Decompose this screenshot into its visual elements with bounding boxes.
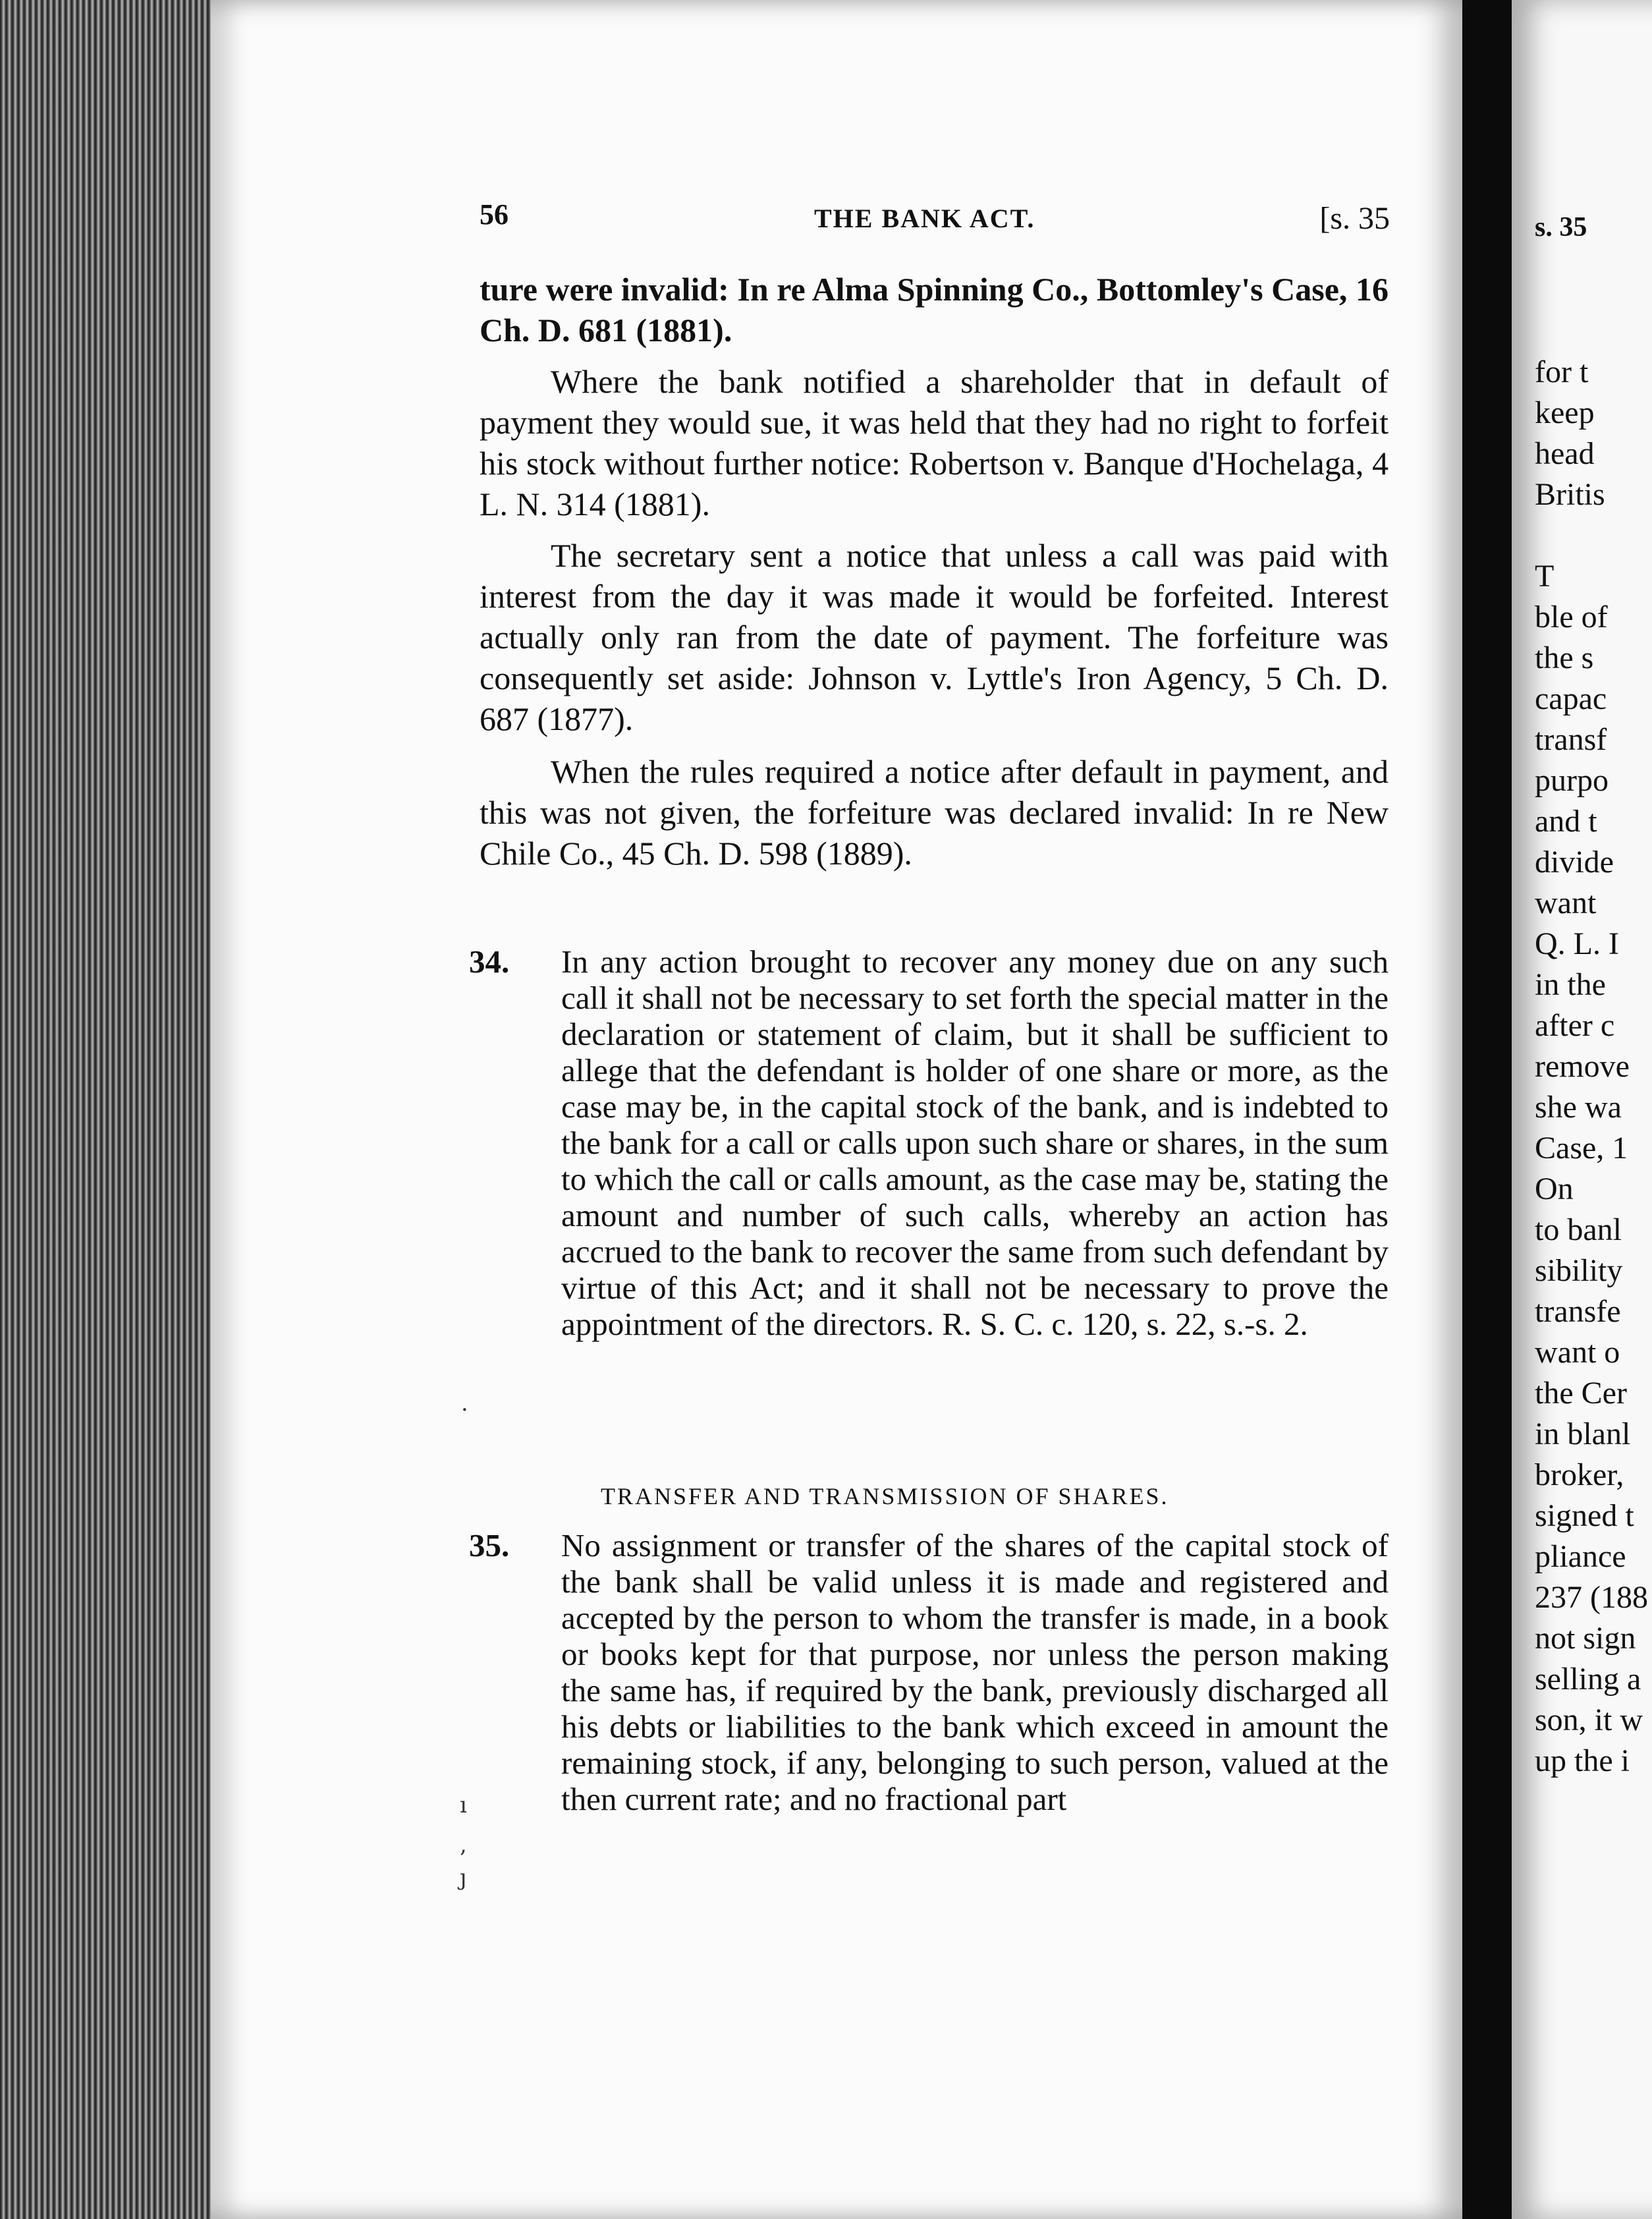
right-line: and t [1535, 804, 1597, 839]
right-line: T [1535, 559, 1555, 594]
right-page-text [1535, 311, 1652, 1782]
right-line: son, it w [1535, 1702, 1643, 1737]
right-line [1535, 515, 1652, 556]
margin-mark: ȷ [460, 1865, 467, 1891]
right-line: the s [1535, 640, 1594, 675]
right-line: the Cer [1535, 1376, 1627, 1411]
book-page-edges [0, 0, 217, 2219]
right-line: pliance [1535, 1539, 1626, 1574]
right-page-header [1535, 206, 1652, 248]
right-line: not sign [1535, 1621, 1636, 1656]
margin-mark: · [461, 1397, 468, 1423]
section-35 [469, 1527, 1389, 1817]
right-line: selling a [1535, 1662, 1641, 1697]
section-text: In any action brought to recover any money due on any such call it shall not be necessary to set forth the special matter in the declaration or statement of claim, but it shall be sufficient to allege that the defendant is holder of one share or more, as the case may be, in the capital stock of the bank, and is indebted to the bank for a call or calls upon such share or shares, in the sum to which the call or calls amount, as the case may be, stating the amount and number of such calls, whereby an action has accrued to the bank to recover the same from such defendant by virtue of this Act; and it shall not be necessary to prove the appointment of the directors. R. S. C. c. 120, s. 22, s.-s. 2. [561, 943, 1389, 1342]
right-line: purpo [1535, 763, 1609, 798]
right-line: she wa [1535, 1090, 1622, 1125]
right-line: sibility [1535, 1253, 1623, 1288]
section-number: 35. [469, 1527, 510, 1563]
right-line: want [1535, 885, 1597, 920]
subheading: TRANSFER AND TRANSMISSION OF SHARES. [601, 1483, 1169, 1509]
section-34 [469, 943, 1389, 1342]
right-line: broker, [1535, 1457, 1624, 1492]
right-line: to banl [1535, 1212, 1622, 1247]
section-number: 34. [469, 943, 510, 980]
right-line: remove [1535, 1049, 1630, 1084]
paragraph-robertson: Where the bank notified a shareholder that in default of payment they would sue, it was held that they had no right to forfeit his stock without further notice: Robertson v. Banque d'Hochelaga, 4 L. N. 314 (1881). [480, 363, 1389, 522]
right-line: head [1535, 436, 1595, 471]
right-line: Q. L. I [1535, 926, 1619, 961]
margin-mark: ı [460, 1792, 467, 1818]
margin-mark: , [460, 1832, 467, 1858]
right-line: keep [1535, 395, 1595, 430]
right-line: capac [1535, 681, 1607, 716]
paragraph-continuation [480, 269, 1389, 351]
right-line: signed t [1535, 1498, 1634, 1533]
right-line: for t [1535, 354, 1589, 389]
right-line: want o [1535, 1335, 1620, 1370]
right-line: after c [1535, 1008, 1615, 1043]
paragraph-new-chile: When the rules required a notice after default in payment, and this was not given, the forfeiture was declared invalid: In re New Chile Co., 45 Ch. D. 598 (1889). [480, 753, 1389, 872]
right-line: Case, 1 [1535, 1131, 1628, 1166]
right-line: On [1535, 1171, 1574, 1206]
right-line: divide [1535, 845, 1614, 880]
right-line [1535, 311, 1652, 352]
right-page-ref: s. 35 [1535, 212, 1587, 242]
right-line: transfe [1535, 1294, 1621, 1329]
right-line: in blanl [1535, 1417, 1631, 1451]
section-text: No assignment or transfer of the shares of the capital stock of the bank shall be valid unless it is made and registered and accepted by the person to whom the transfer is made, in a book or books kept for that purpose, nor unless the person making the same has, if required by the bank, previously discharged all his debts or liabilities to the bank which exceed in amount the remaining stock, if any, belonging to such person, valued at the then current rate; and no fractional part [561, 1527, 1389, 1817]
right-line: Britis [1535, 477, 1605, 512]
section-reference: [s. 35 [1319, 201, 1390, 236]
right-line: transf [1535, 722, 1607, 757]
right-line: ble of [1535, 600, 1608, 634]
running-head [480, 198, 1402, 250]
paragraph-text: ture were invalid: In re Alma Spinning Co., Bottomley's Case, 16 Ch. D. 681 (1881). [480, 271, 1389, 349]
running-title: THE BANK ACT. [814, 204, 1035, 233]
right-line: up the i [1535, 1743, 1630, 1778]
right-line: in the [1535, 967, 1606, 1002]
paragraph-johnson: The secretary sent a notice that unless a call was paid with interest from the day it was made it would be forfeited. Interest actually only ran from the date of payment. The forfeiture was consequently set aside: Johnson v. Lyttle's Iron Agency, 5 Ch. D. 687 (1877). [480, 537, 1389, 737]
page-number: 56 [480, 198, 509, 231]
right-line: 237 (188 [1535, 1580, 1648, 1615]
